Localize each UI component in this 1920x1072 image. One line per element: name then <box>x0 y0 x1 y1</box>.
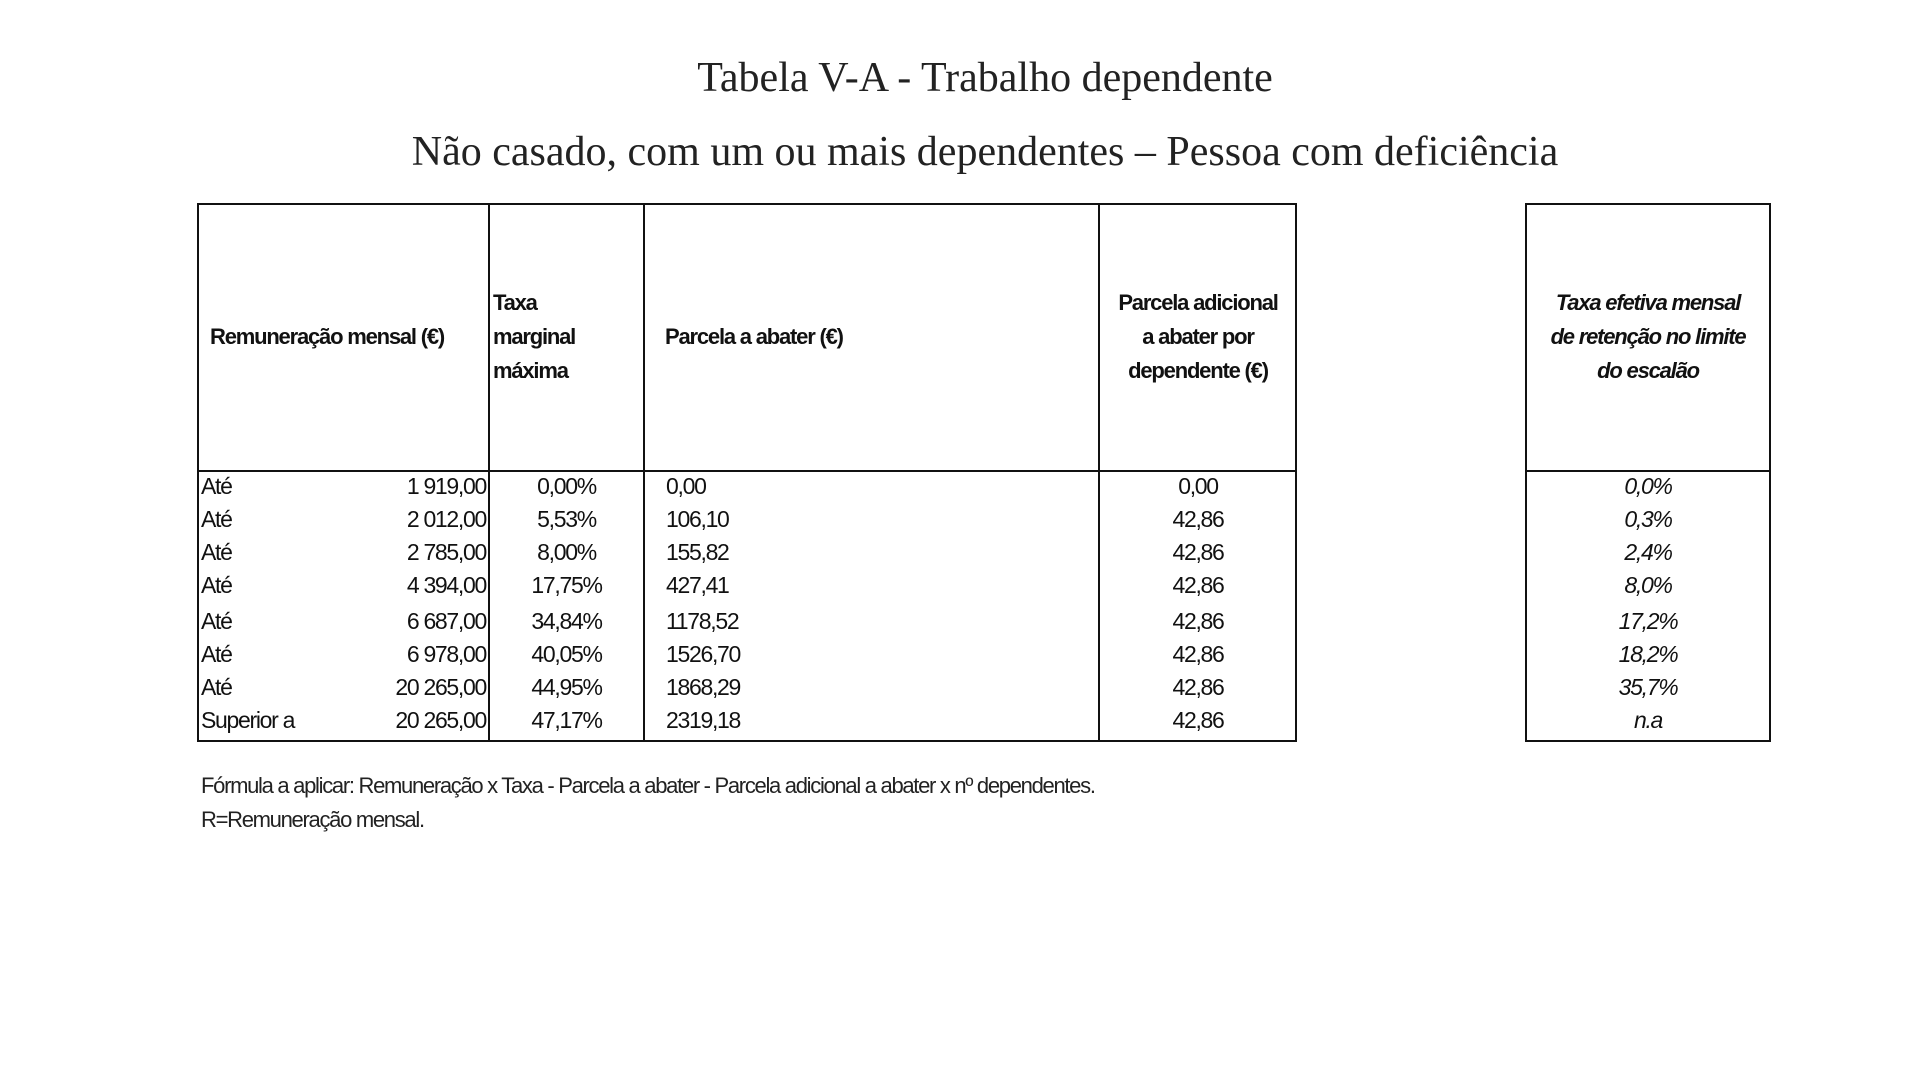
header-efetiva-line-2: de retenção no limite <box>1550 324 1746 349</box>
table-subtitle: Não casado, com um ou mais dependentes – Pessoa com deficiência <box>411 129 1559 175</box>
header-adicional-line-2: a abater por <box>1142 324 1254 349</box>
row-parcela: 427,41 <box>666 572 729 598</box>
row-parcela: 0,00 <box>666 473 706 499</box>
row-efetiva: 2,4% <box>1624 539 1672 565</box>
header-taxa-line-1: Taxa <box>493 290 537 315</box>
row-parcela: 1868,29 <box>666 674 741 700</box>
row-efetiva: 8,0% <box>1624 572 1672 598</box>
header-adicional-line-3: dependente (€) <box>1128 358 1268 383</box>
row-prefix: Até <box>201 674 232 700</box>
row-prefix: Até <box>201 539 232 565</box>
row-parcela: 155,82 <box>666 539 729 565</box>
row-limit: 20 265,00 <box>395 674 486 700</box>
row-taxa: 17,75% <box>531 572 602 598</box>
row-prefix: Até <box>201 506 232 532</box>
row-adicional: 42,86 <box>1172 641 1224 667</box>
row-parcela: 1178,52 <box>666 608 739 634</box>
row-prefix: Até <box>201 572 232 598</box>
row-prefix: Superior a <box>201 707 295 733</box>
row-limit: 2 785,00 <box>406 539 486 565</box>
row-parcela: 106,10 <box>666 506 729 532</box>
row-adicional: 42,86 <box>1172 674 1224 700</box>
row-taxa: 8,00% <box>537 539 596 565</box>
row-efetiva: 0,0% <box>1624 473 1672 499</box>
row-adicional: 42,86 <box>1172 572 1224 598</box>
formula-note: Fórmula a aplicar: Remuneração x Taxa - Parcela a abater - Parcela adicional a abater x nº dependentes. <box>201 773 1095 798</box>
row-limit: 4 394,00 <box>406 572 486 598</box>
row-parcela: 2319,18 <box>666 707 741 733</box>
header-taxa-line-2: marginal <box>493 324 576 349</box>
row-adicional: 42,86 <box>1172 506 1224 532</box>
legend-note: R=Remuneração mensal. <box>201 807 424 832</box>
row-prefix: Até <box>201 641 232 667</box>
row-efetiva: 18,2% <box>1618 641 1678 667</box>
row-prefix: Até <box>201 608 232 634</box>
header-efetiva-line-1: Taxa efetiva mensal <box>1555 290 1741 315</box>
row-limit: 2 012,00 <box>406 506 486 532</box>
header-parcela: Parcela a abater (€) <box>665 324 843 349</box>
row-taxa: 40,05% <box>531 641 602 667</box>
row-efetiva: 35,7% <box>1618 674 1678 700</box>
header-remuneracao: Remuneração mensal (€) <box>210 324 445 349</box>
table-title: Tabela V-A - Trabalho dependente <box>697 55 1273 101</box>
row-efetiva: 0,3% <box>1624 506 1672 532</box>
row-taxa: 44,95% <box>531 674 602 700</box>
row-adicional: 42,86 <box>1172 539 1224 565</box>
header-adicional-line-1: Parcela adicional <box>1118 290 1278 315</box>
column-divider <box>643 203 645 742</box>
row-taxa: 5,53% <box>537 506 596 532</box>
header-taxa-line-3: máxima <box>493 358 568 383</box>
row-adicional: 42,86 <box>1172 608 1224 634</box>
row-taxa: 0,00% <box>537 473 596 499</box>
row-limit: 6 978,00 <box>406 641 486 667</box>
row-efetiva: 17,2% <box>1618 608 1678 634</box>
row-taxa: 34,84% <box>531 608 602 634</box>
row-limit: 1 919,00 <box>406 473 486 499</box>
row-limit: 20 265,00 <box>395 707 486 733</box>
row-parcela: 1526,70 <box>666 641 741 667</box>
header-efetiva-line-3: do escalão <box>1597 358 1699 383</box>
row-prefix: Até <box>201 473 232 499</box>
row-limit: 6 687,00 <box>406 608 486 634</box>
row-adicional: 42,86 <box>1172 707 1224 733</box>
row-adicional: 0,00 <box>1178 473 1218 499</box>
row-efetiva: n.a <box>1633 707 1663 733</box>
row-taxa: 47,17% <box>531 707 602 733</box>
